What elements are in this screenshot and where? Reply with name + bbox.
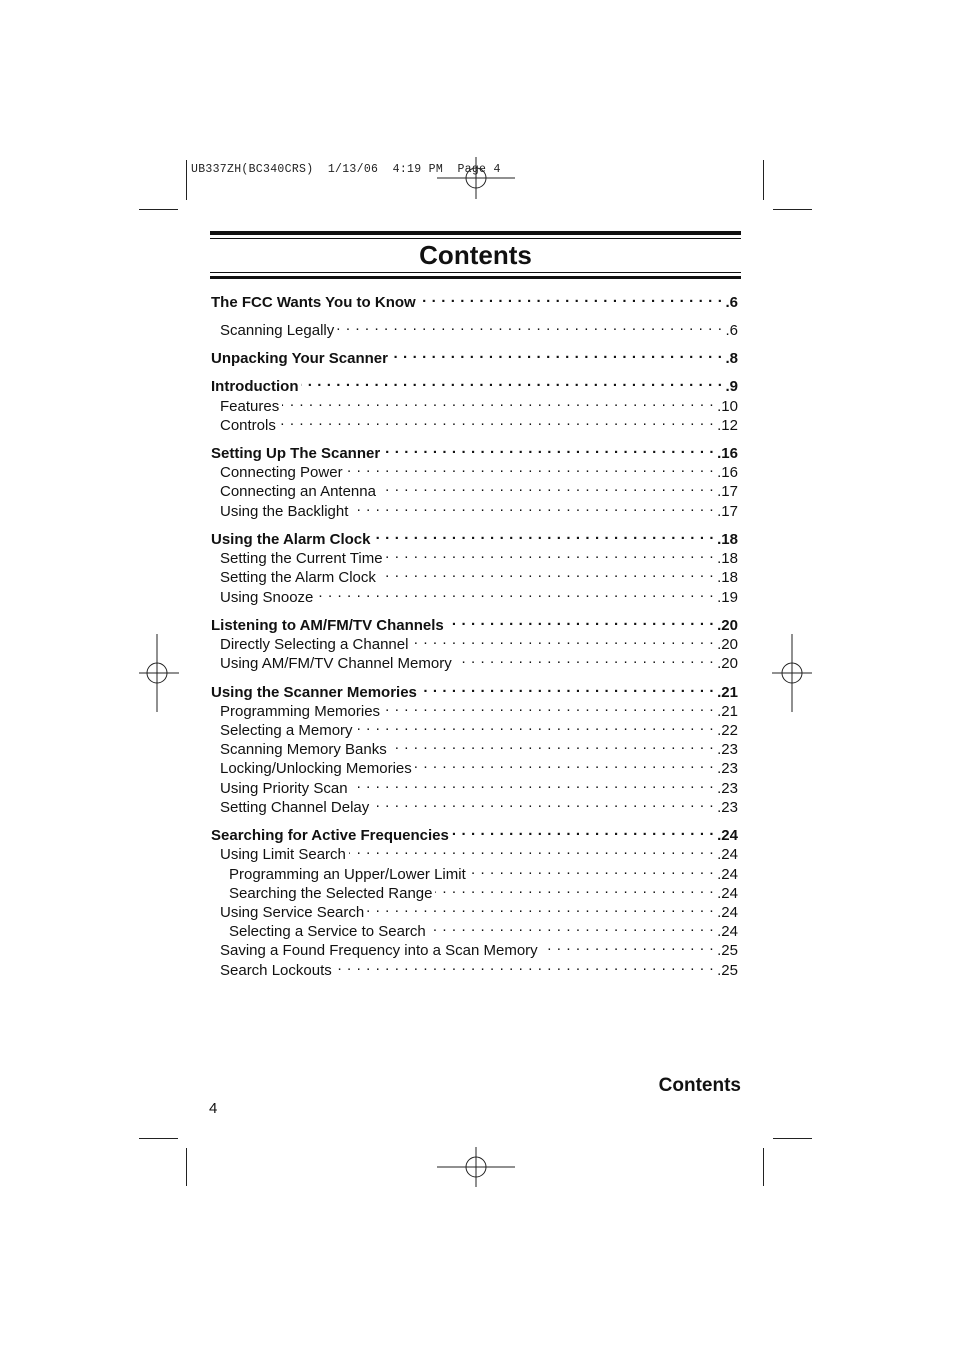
toc-subentry bbox=[210, 392, 738, 415]
toc-entry-label: Saving a Found Frequency into a Scan Memory bbox=[220, 942, 538, 959]
toc-entry-page: .25 bbox=[717, 962, 738, 979]
toc-dot-leader bbox=[379, 563, 714, 582]
toc-dot-leader bbox=[346, 458, 715, 477]
toc-entry-label: Selecting a Service to Search bbox=[229, 923, 426, 940]
toc-dot-leader bbox=[351, 497, 714, 516]
toc-subentry bbox=[210, 956, 738, 979]
toc-entry-page: .24 bbox=[717, 846, 738, 863]
toc-section-entry bbox=[210, 678, 738, 701]
toc-dot-leader bbox=[383, 697, 714, 716]
toc-subentry bbox=[210, 316, 738, 339]
toc-subentry bbox=[210, 649, 738, 672]
toc-dot-leader bbox=[337, 316, 722, 335]
toc-dot-leader bbox=[420, 678, 714, 697]
toc-entry-page: .10 bbox=[717, 398, 738, 415]
toc-entry-page: .21 bbox=[717, 703, 738, 720]
toc-dot-leader bbox=[367, 898, 714, 917]
toc-entry-label: Setting Channel Delay bbox=[220, 799, 370, 816]
toc-subentry bbox=[210, 458, 738, 481]
toc-subentry bbox=[210, 879, 738, 902]
toc-entry-label: Introduction bbox=[211, 378, 299, 395]
title-rule-top-thick bbox=[210, 231, 741, 235]
crop-mark-top-left-v bbox=[186, 160, 187, 200]
toc-entry-page: .18 bbox=[717, 531, 738, 548]
toc-entry-page: .9 bbox=[725, 378, 738, 395]
toc-subentry bbox=[210, 630, 738, 653]
toc-entry-page: .6 bbox=[725, 322, 738, 339]
toc-entry-label: Features bbox=[220, 398, 280, 415]
page-number: 4 bbox=[209, 1100, 218, 1117]
registration-mark-bottom-icon bbox=[437, 1147, 515, 1187]
toc-entry-label: Search Lockouts bbox=[220, 962, 332, 979]
crop-mark-bottom-left-v bbox=[186, 1148, 187, 1186]
toc-entry-label: Scanning Legally bbox=[220, 322, 335, 339]
crop-mark-bottom-right-h bbox=[773, 1138, 812, 1139]
toc-dot-leader bbox=[356, 716, 715, 735]
toc-dot-leader bbox=[419, 288, 723, 307]
toc-dot-leader bbox=[379, 477, 714, 496]
toc-section-entry bbox=[210, 439, 738, 462]
toc-subentry bbox=[210, 563, 738, 586]
toc-entry-page: .6 bbox=[725, 294, 738, 311]
toc-subentry bbox=[210, 583, 738, 606]
toc-entry-label: Using Service Search bbox=[220, 904, 365, 921]
page-title: Contents bbox=[419, 240, 532, 270]
toc-dot-leader bbox=[435, 879, 714, 898]
toc-dot-leader bbox=[541, 936, 714, 955]
toc-dot-leader bbox=[279, 411, 714, 430]
toc-dot-leader bbox=[411, 630, 714, 649]
toc-entry-label: Directly Selecting a Channel bbox=[220, 636, 409, 653]
toc-entry-label: Controls bbox=[220, 417, 276, 434]
toc-section-entry bbox=[210, 344, 738, 367]
toc-subentry bbox=[210, 697, 738, 720]
toc-dot-leader bbox=[301, 372, 722, 391]
toc-section-entry bbox=[210, 821, 738, 844]
toc-dot-leader bbox=[349, 840, 714, 859]
print-slug: UB337ZH(BC340CRS) 1/13/06 4:19 PM Page 4 bbox=[191, 163, 501, 176]
toc-dot-leader bbox=[391, 344, 722, 363]
toc-section-entry bbox=[210, 288, 738, 311]
toc-entry-page: .17 bbox=[717, 503, 738, 520]
toc-entry-page: .8 bbox=[725, 350, 738, 367]
toc-entry-page: .24 bbox=[717, 923, 738, 940]
toc-entry-page: .23 bbox=[717, 799, 738, 816]
toc-subentry bbox=[210, 936, 738, 959]
toc-entry-label: Using Snooze bbox=[220, 589, 314, 606]
toc-subentry bbox=[210, 735, 738, 758]
toc-entry-label: Using AM/FM/TV Channel Memory bbox=[220, 655, 452, 672]
toc-dot-leader bbox=[383, 439, 714, 458]
toc-entry-page: .16 bbox=[717, 445, 738, 462]
toc-dot-leader bbox=[372, 793, 714, 812]
toc-dot-leader bbox=[282, 392, 714, 411]
title-rule-bottom-thick bbox=[210, 276, 741, 279]
registration-mark-right-icon bbox=[772, 634, 812, 712]
toc-entry-label: Connecting Power bbox=[220, 464, 343, 481]
crop-mark-top-right-v bbox=[763, 160, 764, 200]
toc-dot-leader bbox=[429, 917, 714, 936]
toc-entry-page: .18 bbox=[717, 569, 738, 586]
toc-entry-label: Programming Memories bbox=[220, 703, 381, 720]
toc-dot-leader bbox=[447, 611, 714, 630]
toc-entry-page: .20 bbox=[717, 617, 738, 634]
footer-section-title: Contents bbox=[658, 1075, 741, 1096]
toc-entry-page: .18 bbox=[717, 550, 738, 567]
toc-dot-leader bbox=[386, 544, 715, 563]
toc-entry-page: .23 bbox=[717, 741, 738, 758]
toc-entry-page: .25 bbox=[717, 942, 738, 959]
toc-subentry bbox=[210, 544, 738, 567]
toc-subentry bbox=[210, 497, 738, 520]
toc-entry-page: .16 bbox=[717, 464, 738, 481]
toc-subentry bbox=[210, 477, 738, 500]
toc-section-entry bbox=[210, 372, 738, 395]
toc-subentry bbox=[210, 411, 738, 434]
toc-entry-page: .24 bbox=[717, 866, 738, 883]
toc-entry-label: Listening to AM/FM/TV Channels bbox=[211, 617, 444, 634]
toc-dot-leader bbox=[373, 525, 714, 544]
toc-entry-page: .12 bbox=[717, 417, 738, 434]
crop-mark-bottom-right-v bbox=[763, 1148, 764, 1186]
toc-subentry bbox=[210, 793, 738, 816]
toc-dot-leader bbox=[455, 649, 714, 668]
toc-dot-leader bbox=[351, 774, 715, 793]
toc-entry-label: Setting the Alarm Clock bbox=[220, 569, 376, 586]
toc-dot-leader bbox=[452, 821, 714, 840]
toc-subentry bbox=[210, 716, 738, 739]
toc-entry-page: .24 bbox=[717, 827, 738, 844]
toc-subentry bbox=[210, 754, 738, 777]
toc-subentry bbox=[210, 917, 738, 940]
toc-entry-page: .20 bbox=[717, 655, 738, 672]
toc-entry-page: .23 bbox=[717, 760, 738, 777]
toc-dot-leader bbox=[335, 956, 714, 975]
toc-entry-page: .22 bbox=[717, 722, 738, 739]
toc-entry-label: Locking/Unlocking Memories bbox=[220, 760, 412, 777]
crop-mark-bottom-left-h bbox=[139, 1138, 178, 1139]
toc-entry-label: Unpacking Your Scanner bbox=[211, 350, 388, 367]
toc-dot-leader bbox=[415, 754, 714, 773]
toc-subentry bbox=[210, 860, 738, 883]
toc-entry-label: Programming an Upper/Lower Limit bbox=[229, 866, 466, 883]
registration-mark-left-icon bbox=[139, 634, 179, 712]
toc-entry-label: Connecting an Antenna bbox=[220, 483, 376, 500]
toc-subentry bbox=[210, 774, 738, 797]
toc-entry-label: Setting Up The Scanner bbox=[211, 445, 381, 462]
toc-entry-label: Using Limit Search bbox=[220, 846, 346, 863]
toc-entry-label: Using Priority Scan bbox=[220, 780, 348, 797]
toc-entry-label: Using the Backlight bbox=[220, 503, 349, 520]
toc-entry-label: Setting the Current Time bbox=[220, 550, 383, 567]
toc-dot-leader bbox=[469, 860, 714, 879]
toc-entry-page: .21 bbox=[717, 684, 738, 701]
toc-section-entry bbox=[210, 611, 738, 634]
toc-entry-label: Searching for Active Frequencies bbox=[211, 827, 449, 844]
toc-entry-page: .17 bbox=[717, 483, 738, 500]
toc-entry-label: Selecting a Memory bbox=[220, 722, 353, 739]
toc-subentry bbox=[210, 840, 738, 863]
toc-entry-page: .24 bbox=[717, 885, 738, 902]
toc-dot-leader bbox=[390, 735, 714, 754]
title-rule-bottom-thin bbox=[210, 272, 741, 273]
toc-entry-page: .19 bbox=[717, 589, 738, 606]
toc-entry-page: .20 bbox=[717, 636, 738, 653]
toc-entry-label: The FCC Wants You to Know bbox=[211, 294, 416, 311]
toc-entry-label: Using the Alarm Clock bbox=[211, 531, 371, 548]
toc-entry-page: .24 bbox=[717, 904, 738, 921]
crop-mark-top-left-h bbox=[139, 209, 178, 210]
toc-entry-page: .23 bbox=[717, 780, 738, 797]
toc-dot-leader bbox=[316, 583, 714, 602]
toc-entry-label: Using the Scanner Memories bbox=[211, 684, 417, 701]
toc-entry-label: Scanning Memory Banks bbox=[220, 741, 387, 758]
crop-mark-top-right-h bbox=[773, 209, 812, 210]
toc-section-entry bbox=[210, 525, 738, 548]
toc-subentry bbox=[210, 898, 738, 921]
toc-entry-label: Searching the Selected Range bbox=[229, 885, 433, 902]
